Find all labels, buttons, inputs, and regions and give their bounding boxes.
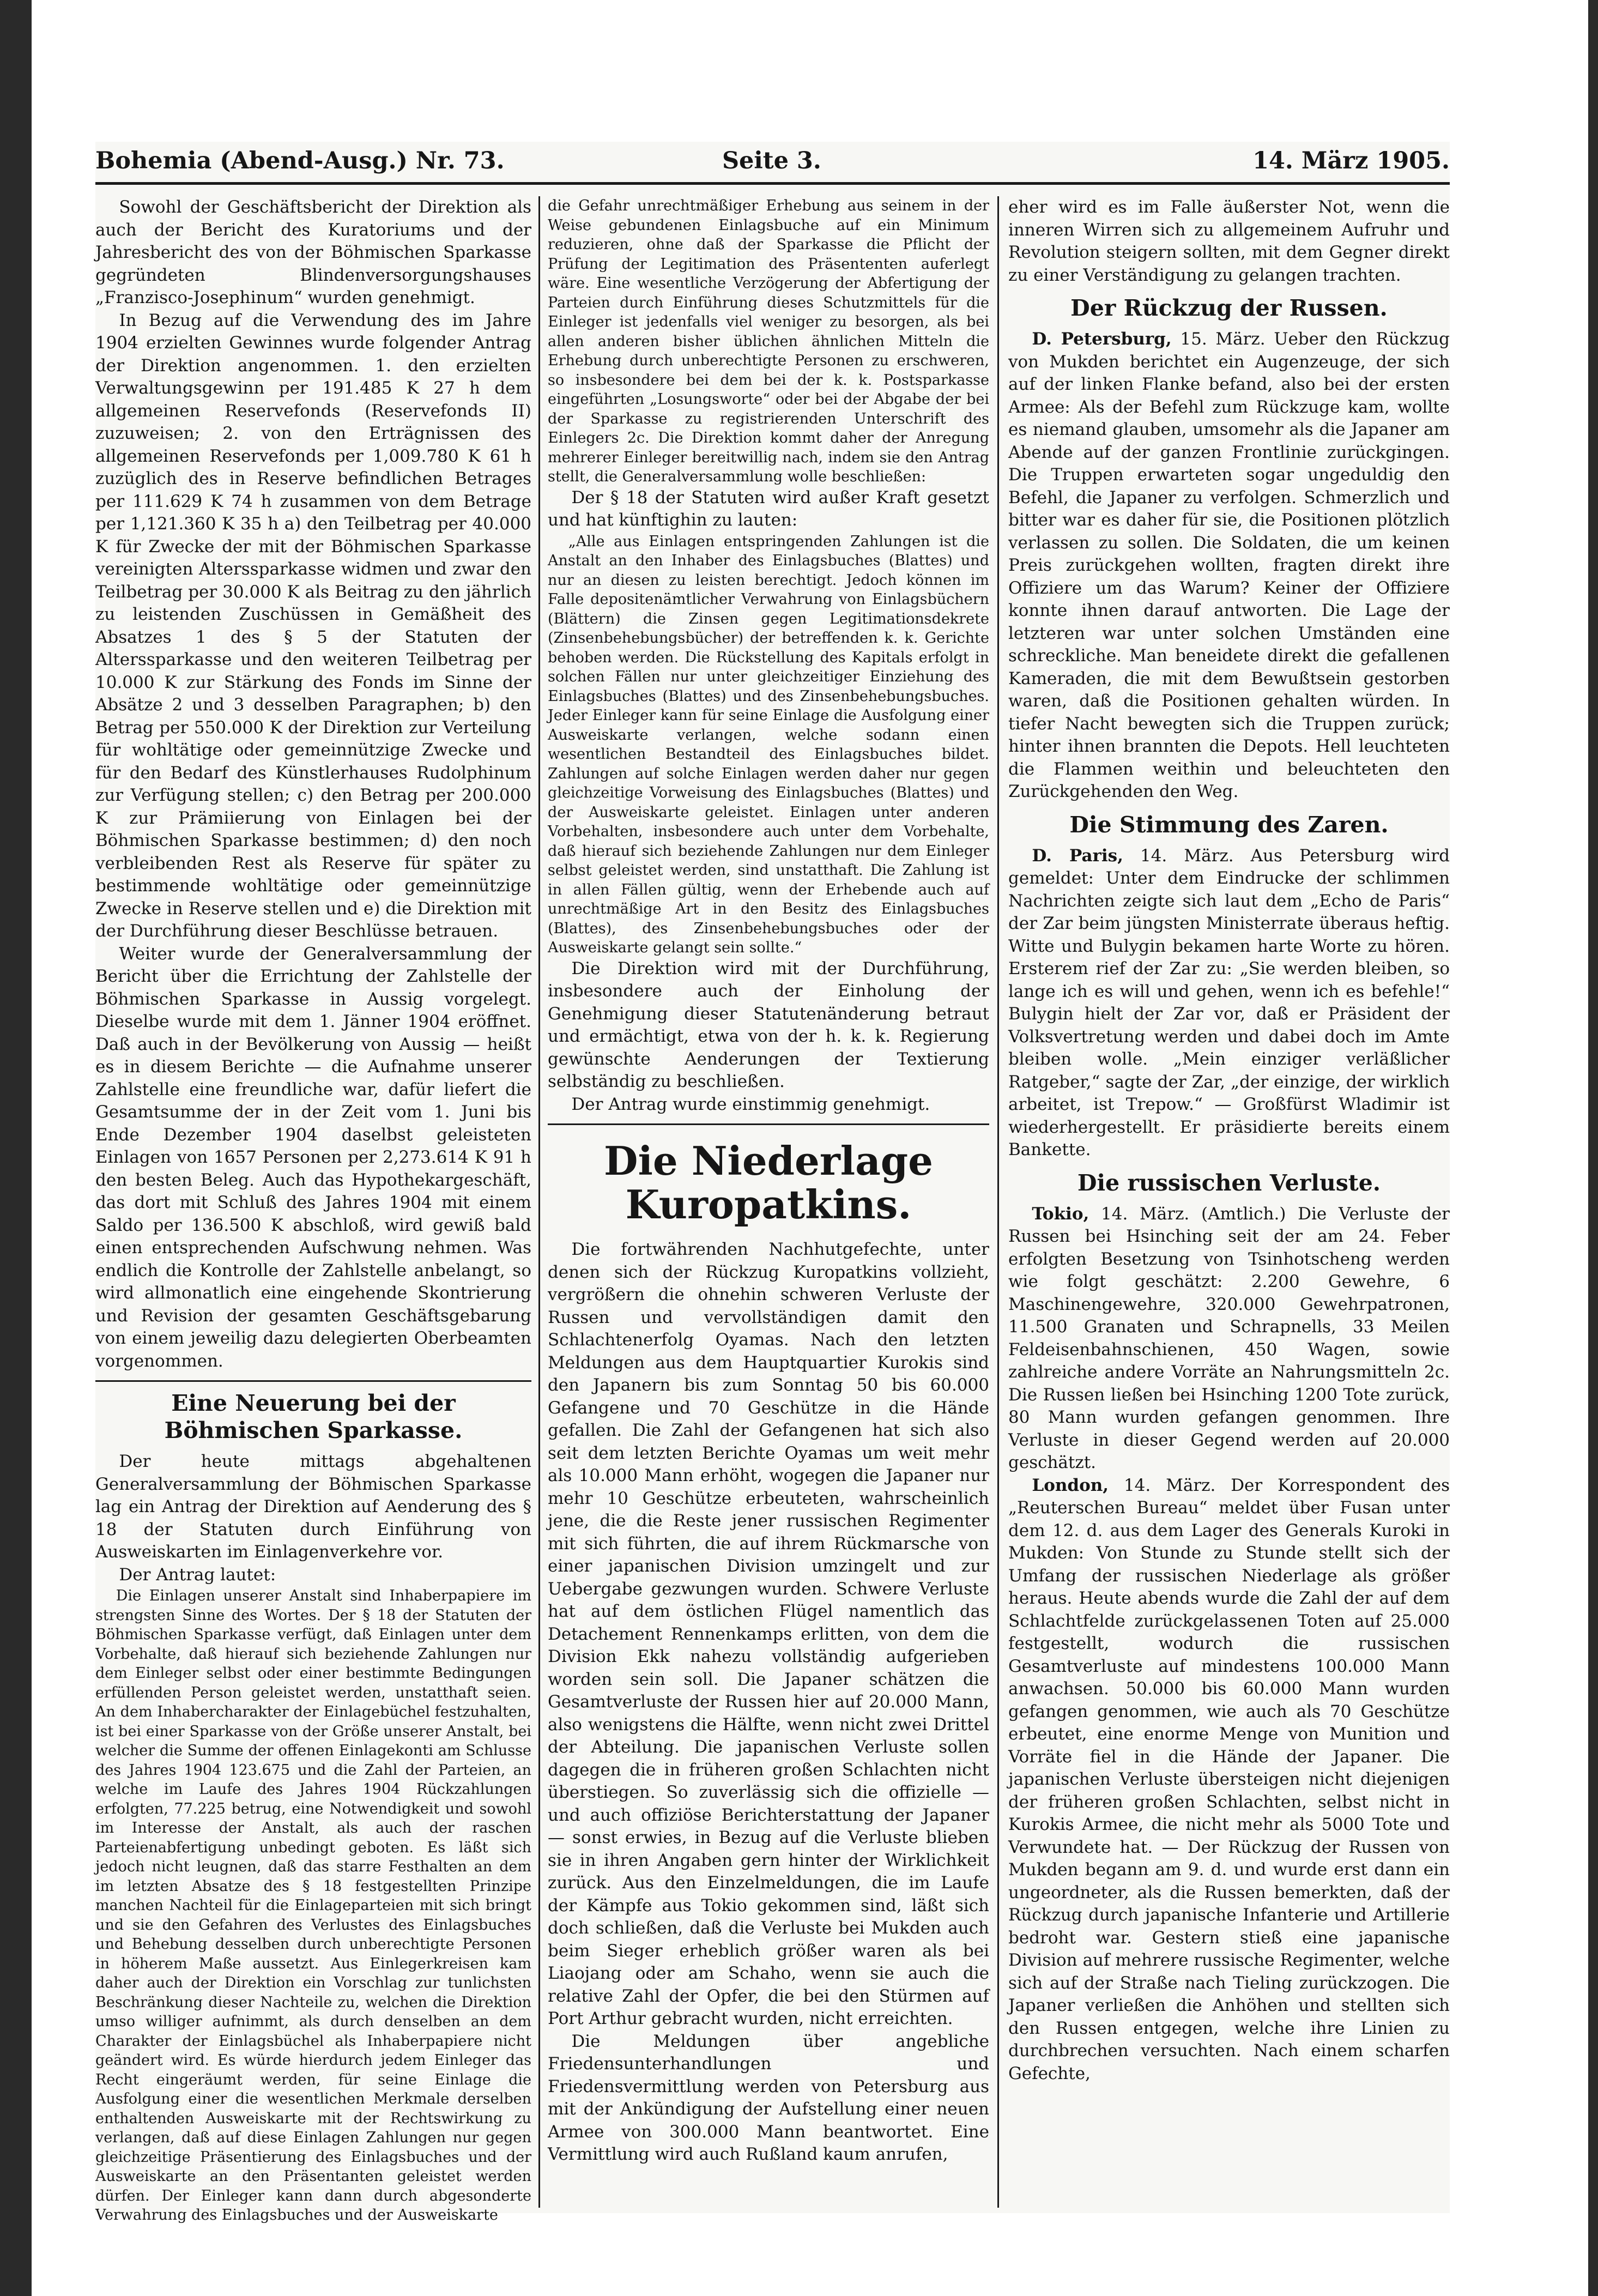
paragraph: Der Antrag lautet: [119, 1564, 276, 1585]
dispatch-location: D. Petersburg, [1032, 329, 1172, 349]
dispatch-text: 15. März. Ueber den Rückzug von Mukden berichtet ein Augenzeuge, der sich auf der linken Flanke befand, also bei der ersten Armee: Als der Befehl zum Rückzuge kam, wollte es niemand glauben, umsomehr als die Japaner am Abende auf der ganzen Frontlinie zurückgingen. Die Truppen erwarteten sogar ungeduldig den Befehl, die Japaner zu verfolgen. Schmerzlich und bitter war es daher für sie, die Positionen plötzlich verlassen zu sollen. Die Soldaten, die um keinen Preis zurückgehen wollten, fragten direkt ihre Offiziere um das Warum? Keiner der Offiziere konnte ihnen darauf antworten. Die Lage der letzteren war unter solchen Umständen eine schreckliche. Man beneidete direkt die gefallenen Kameraden, die mit dem Bewußtsein gestorben waren, daß die Positionen gehalten würden. In tiefer Nacht bewegten sich die Truppen zurück; hinter ihnen brannten die Depots. Hell leuchteten die Flammen weithin und beleuchteten den Zurückgehenden den Weg. [1008, 329, 1450, 801]
section-title: Die russischen Verluste. [1077, 1169, 1381, 1196]
quoted-motion-continued: die Gefahr unrechtmäßiger Erhebung aus seinem in der Weise gebundenen Einlagsbuche auf ein Minimum reduzieren, ohne daß der Sparkasse die Pflicht der Prüfung der Legitimation des Präsententen auferlegt wäre. Eine wesentliche Verzögerung der Abfertigung der Parteien durch Einführung dieses Schutzmittels für die Einleger ist jedenfalls viel weniger zu besorgen, als bei allen anderen bisher üblichen ähnlichen Mitteln die Erhebung durch unberechtigte Personen zu erschweren, so insbesondere bei dem bei der k. k. Postsparkasse eingeführten „Losungsworte“ oder bei der Abgabe der bei der Sparkasse zu registrierenden Unterschrift des Einlegers 2c. Die Direktion kommt daher der Anregung mehrerer Einleger bereitwillig nach, indem sie den Antrag stellt, die Generalversammlung wolle beschließen: [548, 197, 989, 485]
header-rule [95, 182, 1450, 185]
dispatch-text: 14. März. (Amtlich.) Die Verluste der Russen bei Hsinching seit der am 24. Feber erfolgten Besetzung von Tsinhotscheng werden wie folgt geschätzt: 2.200 Gewehre, 6 Maschinengewehre, 320.000 Gewehrpatronen, 11.500 Granaten und Schrapnells, 33 Meilen Feldeisenbahnschienen, 450 Wagen, sowie zahlreiche andere Vorräte an Nahrungsmitteln 2c. Die Russen ließen bei Hsinching 1200 Tote zurück, 80 Mann wurden gefangen genommen. Ihre Verluste in dieser Gegend werden auf 20.000 geschätzt. [1008, 1204, 1450, 1472]
paragraph: eher wird es im Falle äußerster Not, wenn die inneren Wirren sich zu allgemeinem Aufruhr und Revolution steigern sollten, mit dem Gegner direkt zu einer Verständigung zu gelangen trachten. [1008, 197, 1450, 285]
section-divider [95, 1380, 531, 1382]
paragraph: Die Meldungen über angebliche Friedensunterhandlungen und Friedensvermittlung werden von Petersburg aus mit der Ankündigung der Aufstellung einer neuen Armee von 300.000 Mann beantwortet. Eine Vermittlung wird auch Rußland kaum anrufen, [548, 2031, 989, 2164]
section-title: Eine Neuerung bei der Böhmischen Sparkasse. [164, 1390, 463, 1443]
dispatch-paragraph [1008, 845, 1450, 1162]
dispatch-paragraph [1008, 1203, 1450, 1475]
column-divider-2 [997, 196, 999, 2208]
scan-border-left [0, 0, 32, 2296]
column-1 [95, 196, 531, 2224]
paragraph: Der Antrag wurde einstimmig genehmigt. [571, 1094, 930, 1114]
paragraph: Die Direktion wird mit der Durchführung, insbesondere auch der Einholung der Genehmigung dieser Statutenänderung betraut und ermächtigt, etwa von der h. k. k. Regierung gewünschte Aenderungen der Textierung selbständig zu beschließen. [548, 958, 989, 1091]
page-header [95, 142, 1450, 185]
scan-border-right [1588, 0, 1598, 2296]
paragraph: Weiter wurde der Generalversammlung der Bericht über die Errichtung der Zahlstelle der Böhmischen Sparkasse in Aussig vorgelegt. Dieselbe wurde mit dem 1. Jänner 1904 eröffnet. Daß auch in der Bevölkerung von Aussig — heißt es in diesem Berichte — die Aufnahme unserer Zahlstelle eine freundliche war, dafür liefert die Gesamtsumme der in der Zeit vom 1. Juni bis Ende Dezember 1904 daselbst geleisteten Einlagen von 1657 Personen per 2,273.614 K 91 h den besten Beleg. Auch das Hypothekargeschäft, das dort mit Schluß des Jahres 1904 mit einem Saldo per 136.500 K abschloß, wird gewiß bald einen entsprechenden Aufschwung nehmen. Was endlich die Kontrolle der Zahlstelle anbelangt, so wird allmonatlich eine eingehende Skontrierung und Revision der gesamten Geschäftsgebarung von einem jeweilig dazu delegierten Oberbeamten vorgenommen. [95, 944, 531, 1371]
column-divider-1 [538, 196, 540, 2208]
paragraph: Der heute mittags abgehaltenen Generalversammlung der Böhmischen Sparkasse lag ein Antrag der Direktion auf Aenderung des § 18 der Statuten durch Einführung von Ausweiskarten im Einlagenverkehre vor. [95, 1452, 531, 1562]
dispatch-text: 14. März. Aus Petersburg wird gemeldet: Unter dem Eindrucke der schlimmen Nachrichten zeigte sich laut dem „Echo de Paris“ der Zar beim jüngsten Ministerrate überaus heftig. Witte und Bulygin bekamen harte Worte zu hören. Ersterem rief der Zar zu: „Sie werden bleiben, so lange ich es will und gehen, wenn ich es befehle!“ Bulygin hielt der Zar vor, daß er Präsident der Volksvertretung werden und dabei doch im Amte bleiben wolle. „Mein einziger verläßlicher Ratgeber,“ sagte der Zar, „der einzige, der wirklich arbeitet, ist Trepow.“ — Großfürst Wladimir ist wiederhergestellt. Er präsidierte bereits einem Bankette. [1008, 845, 1450, 1159]
dispatch-location: London, [1032, 1475, 1109, 1495]
paragraph: Der § 18 der Statuten wird außer Kraft gesetzt und hat künftighin zu lauten: [548, 487, 989, 530]
paragraph: Sowohl der Geschäftsbericht der Direktion als auch der Bericht des Kuratoriums und der Jahresbericht des von der Böhmischen Sparkasse gegründeten Blindenversorgungshauses „Franzisco-Josephinum“ wurden genehmigt. [95, 197, 531, 307]
paragraph: Die fortwährenden Nachhutgefechte, unter denen sich der Rückzug Kuropatkins vollzieht, vergrößern die ohnehin schweren Verluste der Russen und vervollständigen damit den Schlachtenerfolg Oyamas. Nach den letzten Meldungen aus dem Hauptquartier Kurokis sind den Japanern bis zum Sonntag 50 bis 60.000 Gefangene und 70 Geschütze in die Hände gefallen. Die Zahl der Gefangenen hat sich also seit dem letzten Berichte Oyamas um weit mehr als 10.000 Mann erhöht, wogegen die Japaner nur mehr 10 Geschütze erbeuteten, wahrscheinlich jene, die die Reste jener russischen Regimenter mit sich führten, die auf ihrem Rückmarsche von einer japanischen Division umzingelt und zur Uebergabe gezwungen wurden. Schwere Verluste hat auf dem östlichen Flügel namentlich das Detachement Rennenkamps erlitten, von dem die Division Ekk nahezu vollständig aufgerieben worden sein soll. Die Japaner schätzen die Gesamtverluste der Russen hier auf 20.000 Mann, also wenigstens die Hälfte, wenn nicht zwei Drittel der Abteilung. Die japanischen Verluste sollen dagegen die in früheren großen Schlachten nicht überstiegen. So zuverlässig sich die offizielle — und auch offiziöse Berichterstattung der Japaner — sonst erwies, in Bezug auf die Verluste blieben sie in ihren Angaben gern hinter der Wirklichkeit zurück. Aus den Einzelmeldungen, die im Laufe der Kämpfe aus Tokio gekommen sind, läßt sich doch schließen, daß die Verluste bei Mukden auch beim Sieger erheblich größer waren als bei Liaojang oder am Schaho, wenn sie auch die relative Zahl der Opfer, die bei den Stürmen auf Port Arthur gebracht wurden, nicht erreichten. [548, 1240, 989, 2028]
paragraph: In Bezug auf die Verwendung des im Jahre 1904 erzielten Gewinnes wurde folgender Antrag der Direktion angenommen. 1. den erzielten Verwaltungsgewinn per 191.485 K 27 h dem allgemeinen Reservefonds (Reservefonds II) zuzuweisen; 2. von den Erträgnissen des allgemeinen Reservefonds per 1,009.780 K 61 h zuzüglich des in Reserve befindlichen Betrages per 111.629 K 74 h zusammen von dem Betrage per 1,121.360 K 35 h a) den Teilbetrag per 40.000 K für Zwecke der mit der Böhmischen Sparkasse vereinigten Alterssparkasse widmen und zwar den Teilbetrag per 30.000 K als Beitrag zu den jährlich zu leistenden Zuschüssen in Gemäßheit des Absatzes 1 des § 5 der Statuten der Alterssparkasse und den weiteren Teilbetrag per 10.000 K zur Stärkung des Fonds im Sinne der Absätze 2 und 3 desselben Paragraphen; b) den Betrag per 550.000 K der Direktion zur Verteilung für wohltätige oder gemeinnützige Zwecke und für den Bedarf des Künstlerhauses Rudolphinum zur Verfügung stellen; c) den Betrag per 200.000 K zur Prämiierung von Einlagen bei der Böhmischen Sparkasse bestimmen; d) den noch verbleibenden Rest als Reserve für später zu bestimmende wohltätige oder gemeinnützige Zwecke in Reserve stellen und e) die Direktion mit der Durchführung dieser Beschlüsse betrauen. [95, 310, 531, 941]
article-headline: Die Niederlage Kuropatkins. [604, 1138, 933, 1228]
dispatch-paragraph [1008, 328, 1450, 803]
dispatch-location: D. Paris, [1032, 845, 1123, 866]
dispatch-location: Tokio, [1032, 1204, 1089, 1224]
quoted-motion: Die Einlagen unserer Anstalt sind Inhaberpapiere im strengsten Sinne des Wortes. Der § 18 der Statuten der Böhmischen Sparkasse verfügt, daß Einlagen unter dem Vorbehalte, daß hierauf sich beziehende Zahlungen nur dem Einleger selbst oder einer bestimmte Bedingungen erfüllenden Person geleistet werden, unstatthaft seien. An dem Inhabercharakter der Einlagebüchel festzuhalten, ist bei einer Sparkasse von der Größe unserer Anstalt, bei welcher die Summe der offenen Einlagekonti am Schlusse des Jahres 1904 123.675 und die Zahl der Parteien, an welche im Laufe des Jahres 1904 Rückzahlungen erfolgten, 77.225 betrug, eine Notwendigkeit und sowohl im Interesse der Anstalt, als auch der raschen Parteienabfertigung unbedingt geboten. Es läßt sich jedoch nicht leugnen, daß das starre Festhalten an dem im letzten Absatze des § 18 festgestellten Prinzipe manchen Nachteil für die Einlageparteien mit sich bringt und sie den Gefahren des Verlustes des Einlagsbuches und Behebung desselben durch unberechtigte Personen in höherem Maße aussetzt. Aus Einlegerkreisen kam daher auch der Direktion ein Vorschlag zur tunlichsten Beschränkung dieser Nachteile zu, welchen die Direktion umso williger aufnimmt, als durch denselben an dem Charakter der Einlagsbüchel als Inhaberpapiere nicht geändert wird. Es würde hierdurch jedem Einleger das Recht eingeräumt werden, für seine Einlage die Ausfolgung einer die wesentlichen Merkmale derselben enthaltenden Ausweiskarte mit der Rechtswirkung zu verlangen, daß auf diese Einlagen Zahlungen nur gegen gleichzeitige Präsentierung des Einlagsbuches und der Ausweiskarte an den Präsentanten geleistet werden dürfen. Der Einleger kann dann durch abgesonderte Verwahrung des Einlagsbuches und der Ausweiskarte [95, 1587, 531, 2224]
section-divider [548, 1123, 989, 1125]
dispatch-paragraph [1008, 1475, 1450, 2086]
column-2 [548, 196, 989, 2208]
section-title: Die Stimmung des Zaren. [1069, 811, 1389, 838]
dispatch-text: 14. März. Der Korrespondent des „Reuterschen Bureau“ meldet über Fusan unter dem 12. d. aus dem Lager des Generals Kuroki in Mukden: Von Stunde zu Stunde stellt sich der Umfang der russischen Niederlage als größer heraus. Heute abends wurde die Zahl der auf dem Schlachtfelde zurückgelassenen Toten auf 25.000 festgestellt, wodurch die russischen Gesamtverluste auf mindestens 100.000 Mann anwachsen. 50.000 bis 60.000 Mann wurden gefangen genommen, wie auch als 70 Geschütze erbeutet, eine enorme Menge von Munition und Vorräte fiel in die Hände der Japaner. Die japanischen Verluste übersteigen nicht diejenigen der früheren großen Schlachten, selbst nicht in Kurokis Armee, die nicht mehr als 5000 Tote und Verwundete hat. — Der Rückzug der Russen von Mukden begann am 9. d. und wurde erst dann ein ungeordneter, als die Russen bemerkten, daß der Rückzug durch japanische Infanterie und Artillerie bedroht war. Gestern stieß eine japanische Division auf mehrere russische Regimenter, welche sich auf der Straße nach Tieling zurückzogen. Die Japaner verließen die Anhöhen und stellten sich den Russen entgegen, welche ihre Linien zu durchbrechen versuchten. Nach einem scharfen Gefechte, [1008, 1475, 1450, 2083]
header-page-number: Seite 3. [722, 147, 821, 174]
header-date: 14. März 1905. [1252, 147, 1450, 174]
newspaper-page [95, 142, 1450, 2224]
header-publication: Bohemia (Abend-Ausg.) Nr. 73. [95, 147, 505, 174]
section-title: Der Rückzug der Russen. [1070, 295, 1388, 321]
statute-text: „Alle aus Einlagen entspringenden Zahlungen ist die Anstalt an den Inhaber des Einlagsbuches (Blattes) und nur an diesen zu leisten berechtigt. Jedoch können im Falle depositenämtlicher Verwahrung von Einlagsbüchern (Blättern) die Zinsen gegen Legitimationsdekrete (Zinsenbehebungsbücher) der betreffenden k. k. Gerichte behoben werden. Die Rückstellung des Kapitals erfolgt in solchen Fällen nur unter gleichzeitiger Einziehung des Einlagsbuches (Blattes) und des Zinsenbehebungsbuches. Jeder Einleger kann für seine Einlage die Ausfolgung einer Ausweiskarte verlangen, welche sodann einen wesentlichen Bestandteil des Einlagsbuches bildet. Zahlungen auf solche Einlagen werden daher nur gegen gleichzeitige Vorweisung des Einlagsbuches (Blattes) und der Ausweiskarte geleistet. Einlagen unter anderen Vorbehalten, insbesondere auch unter dem Vorbehalte, daß hierauf sich beziehende Zahlungen nur dem Einleger selbst geleistet werden, sind unstatthaft. Die Zahlung ist in allen Fällen gültig, wenn der Erhebende auch auf unrechtmäßige Art in den Besitz des Einlagsbuches (Blattes), des Zinsenbehebungsbuches oder der Ausweiskarte gelangt sein sollte.“ [548, 533, 989, 956]
column-3 [1008, 196, 1450, 2208]
